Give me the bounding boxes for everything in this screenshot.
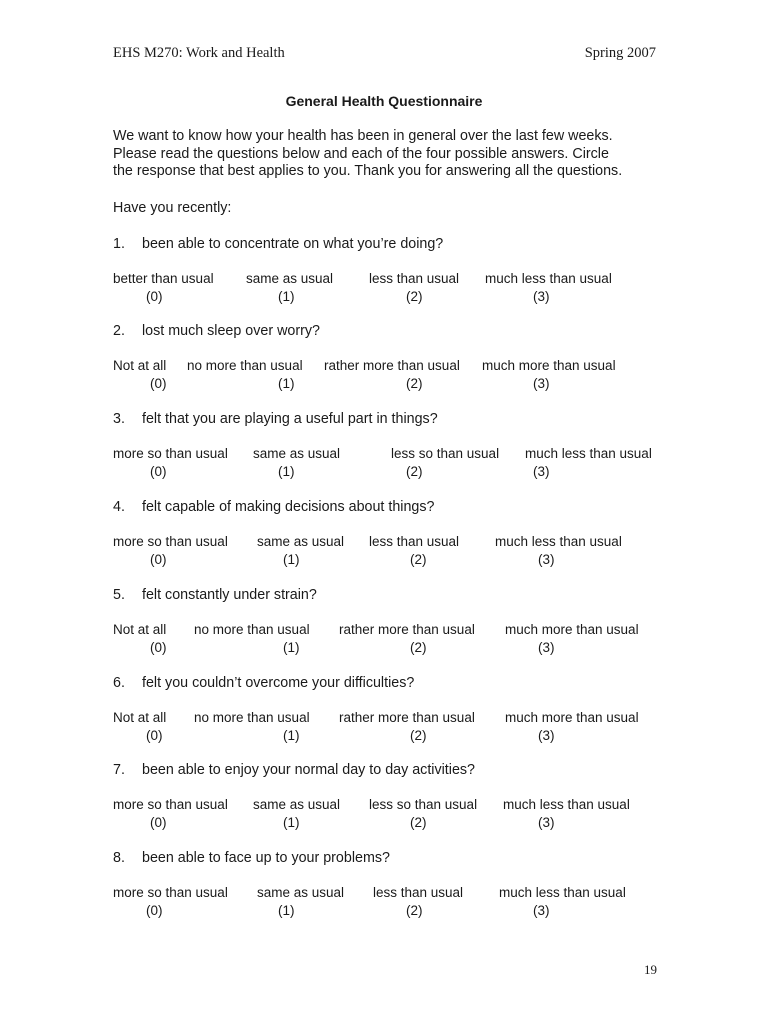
intro-line: the response that best applies to you. Thank you for answering all the questions. — [113, 163, 623, 179]
question-number: 7. — [113, 762, 125, 778]
question-number: 2. — [113, 323, 125, 339]
answer-score[interactable]: (2) — [406, 464, 423, 479]
answer-option[interactable]: much more than usual — [505, 710, 639, 725]
answer-option[interactable]: much less than usual — [525, 446, 652, 461]
intro-paragraph — [113, 128, 673, 181]
question-text: felt that you are playing a useful part in things? — [142, 411, 438, 427]
question-5 — [113, 587, 317, 603]
answer-score[interactable]: (0) — [146, 289, 163, 304]
answer-option[interactable]: same as usual — [253, 797, 341, 812]
answer-option[interactable]: same as usual — [253, 446, 341, 461]
answer-score[interactable]: (3) — [533, 376, 550, 391]
question-number: 6. — [113, 675, 125, 691]
answer-score[interactable]: (2) — [410, 552, 427, 567]
answer-score[interactable]: (1) — [278, 376, 295, 391]
question-6 — [113, 675, 414, 691]
question-number: 5. — [113, 587, 125, 603]
question-text: been able to enjoy your normal day to day activities? — [142, 762, 475, 778]
answer-option[interactable]: more so than usual — [113, 446, 228, 461]
answer-option[interactable]: Not at all — [113, 622, 167, 637]
answer-score[interactable]: (1) — [283, 640, 300, 655]
answer-score[interactable]: (3) — [538, 640, 555, 655]
answer-score[interactable]: (0) — [146, 903, 163, 918]
answer-score[interactable]: (3) — [538, 815, 555, 830]
answer-score[interactable]: (2) — [410, 815, 427, 830]
answer-score[interactable]: (3) — [538, 728, 555, 743]
answer-option[interactable]: much more than usual — [505, 622, 639, 637]
questions-prompt: Have you recently: — [113, 200, 232, 216]
answer-option[interactable]: much less than usual — [485, 271, 612, 286]
answer-score[interactable]: (2) — [406, 376, 423, 391]
answer-score[interactable]: (3) — [533, 464, 550, 479]
answer-option[interactable]: more so than usual — [113, 534, 228, 549]
answer-option[interactable]: more so than usual — [113, 797, 228, 812]
answer-score[interactable]: (0) — [146, 728, 163, 743]
answer-score[interactable]: (3) — [538, 552, 555, 567]
answer-option[interactable]: much less than usual — [499, 885, 626, 900]
question-text: been able to face up to your problems? — [142, 850, 390, 866]
answer-option[interactable]: no more than usual — [187, 358, 303, 373]
answer-score[interactable]: (0) — [150, 552, 167, 567]
question-8 — [113, 850, 390, 866]
answer-option[interactable]: less than usual — [373, 885, 464, 900]
answer-option[interactable]: less than usual — [369, 534, 460, 549]
question-number: 3. — [113, 411, 125, 427]
answer-option[interactable]: same as usual — [246, 271, 334, 286]
question-3 — [113, 411, 438, 427]
answer-option[interactable]: no more than usual — [194, 622, 310, 637]
answer-score[interactable]: (1) — [283, 815, 300, 830]
answer-option[interactable]: same as usual — [257, 534, 345, 549]
page-number: 19 — [644, 962, 657, 977]
answer-option[interactable]: much more than usual — [482, 358, 616, 373]
answer-option[interactable]: no more than usual — [194, 710, 310, 725]
answer-option[interactable]: rather more than usual — [324, 358, 460, 373]
answer-score[interactable]: (1) — [283, 728, 300, 743]
answer-option[interactable]: Not at all — [113, 710, 167, 725]
question-text: been able to concentrate on what you’re doing? — [142, 236, 444, 252]
answer-score[interactable]: (0) — [150, 376, 167, 391]
question-text: felt capable of making decisions about things? — [142, 499, 435, 515]
question-text: lost much sleep over worry? — [142, 323, 320, 339]
question-text: felt constantly under strain? — [142, 587, 317, 603]
answer-score[interactable]: (2) — [410, 640, 427, 655]
question-1 — [113, 236, 443, 252]
answer-score[interactable]: (0) — [150, 815, 167, 830]
answer-option[interactable]: less so than usual — [391, 446, 500, 461]
intro-line: We want to know how your health has been in general over the last few weeks. — [113, 128, 613, 144]
answer-option[interactable]: more so than usual — [113, 885, 228, 900]
intro-line: Please read the questions below and each of the four possible answers. Circle — [113, 145, 609, 162]
answer-score[interactable]: (1) — [278, 903, 295, 918]
answer-score[interactable]: (0) — [150, 464, 167, 479]
page-title: General Health Questionnaire — [285, 93, 483, 109]
question-2 — [113, 323, 320, 339]
answer-option[interactable]: less than usual — [369, 271, 460, 286]
answer-option[interactable]: much less than usual — [503, 797, 630, 812]
question-number: 1. — [113, 236, 125, 252]
header-term: Spring 2007 — [584, 45, 656, 61]
answer-score[interactable]: (2) — [406, 903, 423, 918]
answer-score[interactable]: (2) — [406, 289, 423, 304]
answer-option[interactable]: rather more than usual — [339, 710, 475, 725]
answer-option[interactable]: Not at all — [113, 358, 167, 373]
question-text: felt you couldn’t overcome your difficulties? — [142, 675, 415, 691]
answer-option[interactable]: same as usual — [257, 885, 345, 900]
question-7 — [113, 762, 475, 778]
answer-score[interactable]: (2) — [410, 728, 427, 743]
question-number: 4. — [113, 499, 125, 515]
header-course: EHS M270: Work and Health — [113, 45, 285, 61]
answer-score[interactable]: (3) — [533, 903, 550, 918]
answer-score[interactable]: (0) — [150, 640, 167, 655]
answer-score[interactable]: (1) — [278, 289, 295, 304]
answer-score[interactable]: (1) — [283, 552, 300, 567]
answer-option[interactable]: rather more than usual — [339, 622, 475, 637]
answer-option[interactable]: less so than usual — [369, 797, 478, 812]
answer-score[interactable]: (3) — [533, 289, 550, 304]
answer-option[interactable]: much less than usual — [495, 534, 622, 549]
answer-score[interactable]: (1) — [278, 464, 295, 479]
question-number: 8. — [113, 850, 125, 866]
answer-option[interactable]: better than usual — [113, 271, 214, 286]
question-4 — [113, 499, 434, 515]
